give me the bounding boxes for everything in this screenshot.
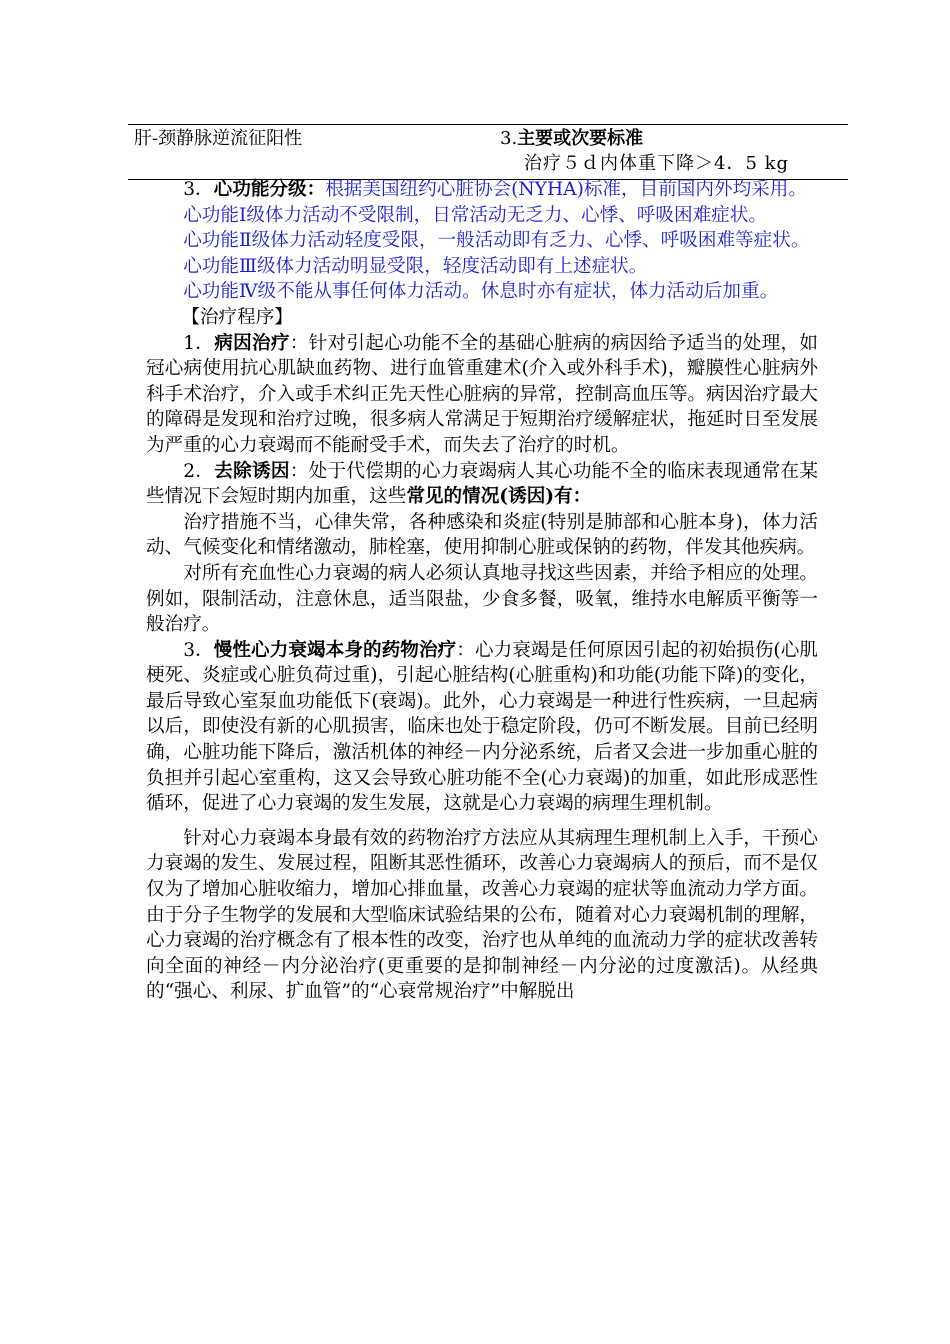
step-2-bold-tail: 常见的情况(诱因)有： [406, 486, 592, 508]
step-1-label: 病因治疗 [214, 332, 290, 354]
nyha-number: 3． [183, 179, 214, 200]
step-1-number: 1． [183, 332, 215, 354]
criteria-label: 主要或次要标准 [517, 128, 644, 149]
treatment-step-1 [146, 331, 818, 459]
table-cell-criteria-heading [500, 127, 643, 151]
nyha-intro-text: 根据美国纽约心脏协会(NYHA)标准，目前国内外均采用。 [325, 179, 807, 200]
step-2-advice: 对所有充血性心力衰竭的病人必须认真地寻找这些因素，并给予相应的处理。例如，限制活动，注意休息，适当限盐，少食多餐，吸氧，维持水电解质平衡等一般治疗。 [146, 562, 818, 636]
step-3-paragraph-2: 针对心力衰竭本身最有效的药物治疗方法应从其病理生理机制上入手，干预心力衰竭的发生、发展过程，阻断其恶性循环，改善心力衰竭病人的预后，而不是仅仅为了增加心脏收缩力，增加心排血量，改善心力衰竭的症状等血流动力学方面。由于分子生物学的发展和大型临床试验结果的公布，随着对心力衰竭机制的理解，心力衰竭的治疗概念有了根本性的改变，治疗也从单纯的血流动力学的症状改善转向全面的神经－内分泌治疗(更重要的是抑制神经－内分泌的过度激活)。从经典的“强心、利尿、扩血管”的“心衰常规治疗”中解脱出 [146, 827, 818, 1003]
treatment-step-2 [146, 459, 818, 510]
document-body [146, 177, 818, 1005]
step-2-label: 去除诱因 [214, 460, 290, 482]
step-2-number: 2． [183, 460, 215, 482]
step-3-text: ：心力衰竭是任何原因引起的初始损伤(心肌梗死、炎症或心脏负荷过重)，引起心脏结构(心脏重构)和功能(功能下降)的变化，最后导致心室泵血功能低下(衰竭)。此外，心力衰竭是一种进行性疾病，一旦起病以后，即使没有新的心肌损害，临床也处于稳定阶段，仍可不断发展。目前已经明确，心脏功能下降后，激活机体的神经－内分泌系统，后者又会进一步加重心脏的负担并引起心室重构，这又会导致心脏功能不全(心力衰竭)的加重，如此形成恶性循环，促进了心力衰竭的发生发展，这就是心力衰竭的病理生理机制。 [146, 639, 818, 815]
step-3-number: 3． [183, 639, 214, 661]
nyha-grade-4: 心功能Ⅳ级不能从事任何体力活动。休息时亦有症状，体力活动后加重。 [183, 281, 779, 303]
criteria-table-fragment [128, 124, 848, 180]
step-2-trigger-list: 治疗措施不当，心律失常，各种感染和炎症(特别是肺部和心脏本身)，体力活动、气候变化和情绪激动，肺栓塞，使用抑制心脏或保钠的药物，伴发其他疾病。 [146, 511, 818, 559]
treatment-step-3 [146, 638, 818, 817]
step-3-label: 慢性心力衰竭本身的药物治疗 [213, 639, 457, 661]
criteria-number: 3. [500, 128, 518, 149]
nyha-intro-paragraph [146, 177, 818, 203]
nyha-grade-1: 心功能Ⅰ级体力活动不受限制，日常活动无乏力、心悸、呼吸困难症状。 [183, 204, 767, 226]
nyha-label: 心功能分级： [213, 179, 326, 200]
step-1-text: ：针对引起心功能不全的基础心脏病的病因给予适当的处理，如冠心病使用抗心肌缺血药物、进行血管重建术(介入或外科手术)，瓣膜性心脏病外科手术治疗，介入或手术纠正先天性心脏病的异常，控制高血压等。病因治疗最大的障碍是发现和治疗过晚，很多病人常满足于短期治疗缓解症状，拖延时日至发展为严重的心力衰竭而不能耐受手术，而失去了治疗的时机。 [146, 332, 818, 456]
step-2-text: ：处于代偿期的心力衰竭病人其心功能不全的临床表现通常在某些情况下会短时期内加重，这些 [146, 460, 818, 508]
table-cell-jugular-reflux: 肝-颈静脉逆流征阳性 [134, 128, 303, 149]
table-cell-weight-loss: 治疗５ｄ内体重下降＞4．5 kg [524, 153, 790, 174]
nyha-grade-3: 心功能Ⅲ级体力活动明显受限，轻度活动即有上述症状。 [183, 255, 648, 277]
nyha-grade-2: 心功能Ⅱ级体力活动轻度受限，一般活动即有乏力、心悸、呼吸困难等症状。 [183, 230, 810, 252]
treatment-heading: 【治疗程序】 [181, 306, 293, 328]
